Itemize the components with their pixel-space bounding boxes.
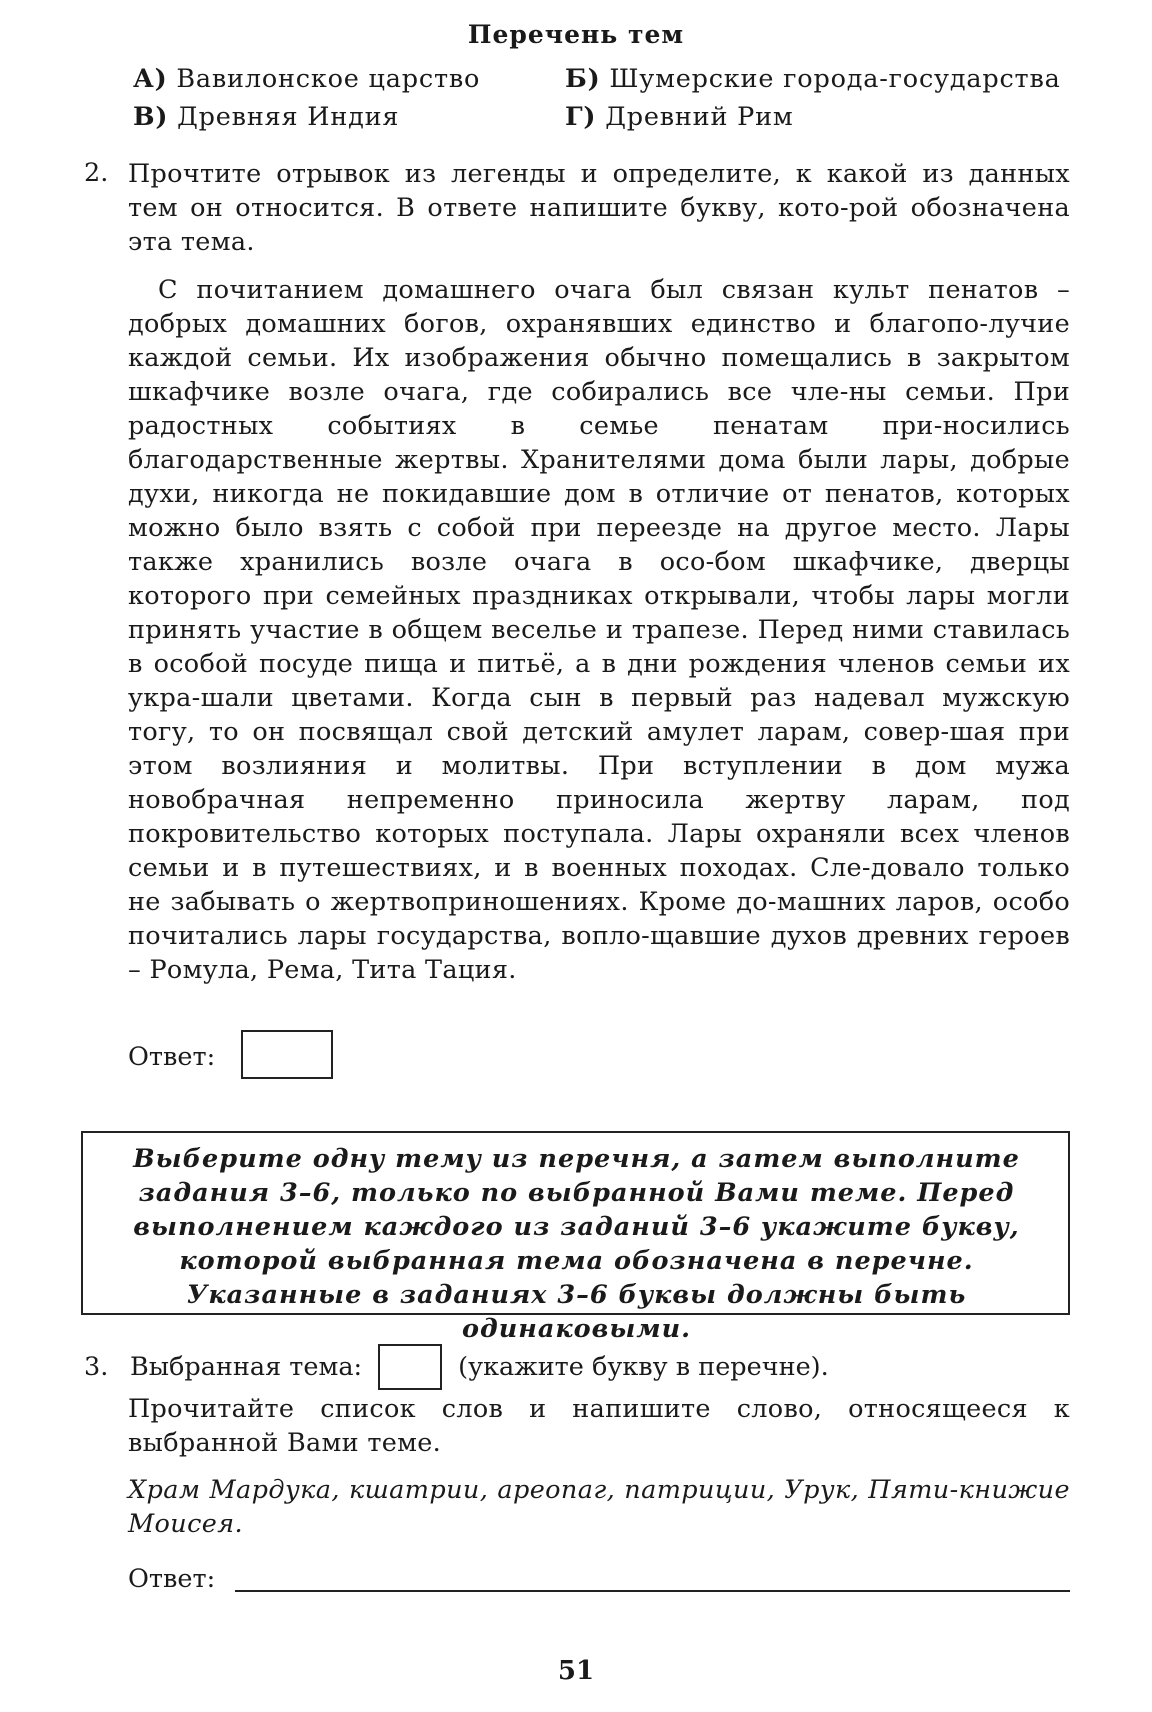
- page-number: 51: [557, 1656, 595, 1686]
- topic-name: Древняя Индия: [177, 102, 400, 132]
- task3-selected-line: [84, 1344, 829, 1390]
- task3-selected-label: Выбранная тема:: [130, 1352, 363, 1382]
- topic-item: [133, 102, 565, 132]
- topics-list: [133, 60, 1083, 136]
- topic-item: [133, 64, 565, 94]
- task3-prompt: Прочитайте список слов и напишите слово, относящееся к выбранной Вами теме.: [128, 1394, 1070, 1458]
- task2-number: 2.: [84, 158, 109, 188]
- topic-letter: А): [133, 64, 168, 94]
- topic-item: [565, 64, 1061, 94]
- task3-answer-label: Ответ:: [128, 1564, 216, 1594]
- topics-heading: Перечень тем: [467, 20, 685, 49]
- topic-name: Древний Рим: [605, 102, 794, 132]
- task2-answer-box[interactable]: [241, 1030, 333, 1079]
- topic-letter: Г): [565, 102, 597, 132]
- task3-selected-hint: (укажите букву в перечне).: [458, 1352, 829, 1382]
- instruction-text: Выберите одну тему из перечня, а затем выполните задания 3–6, только по выбранной Вами теме. Перед выполнением каждого из заданий 3–6 укажите букву, которой выбранная тема обозначена в перечне. Указанные в заданиях 3–6 буквы должны быть одинаковыми.: [133, 1144, 1020, 1344]
- task3-number: 3.: [84, 1352, 109, 1382]
- topic-name: Вавилонское царство: [176, 64, 481, 94]
- task3-word-list: Храм Мардука, кшатрии, ареопаг, патриции, Урук, Пяти-книжие Моисея.: [128, 1475, 1070, 1539]
- topic-letter: В): [133, 102, 169, 132]
- topic-item: [565, 102, 794, 132]
- topics-row: [133, 60, 1083, 98]
- task2-answer-label: Ответ:: [128, 1042, 216, 1072]
- task3-letter-box[interactable]: [378, 1344, 442, 1390]
- task2-prompt: Прочтите отрывок из легенды и определите, к какой из данных тем он относится. В ответе напишите букву, кото-рой обозначена эта тема.: [128, 159, 1070, 257]
- topic-name: Шумерские города-государства: [609, 64, 1061, 94]
- task3-answer-line[interactable]: [235, 1590, 1070, 1592]
- task2-passage: С почитанием домашнего очага был связан культ пенатов – добрых домашних богов, охранявших единство и благопо-лучие каждой семьи. Их изображения обычно помещались в закрытом шкафчике возле очага, где собирались все чле-ны семьи. При радостных событиях в семье пенатам при-носились благодарственные жертвы. Хранителями дома были лары, добрые духи, никогда не покидавшие дом в отличие от пенатов, которых можно было взять с собой при переезде на другое место. Лары также хранились возле очага в осо-бом шкафчике, дверцы которого при семейных праздниках открывали, чтобы лары могли принять участие в общем веселье и трапезе. Перед ними ставилась в особой посуде пища и питьё, а в дни рождения членов семьи их укра-шали цветами. Когда сын в первый раз надевал мужскую тогу, то он посвящал свой детский амулет ларам, совер-шая при этом возлияния и молитвы. При вступлении в дом мужа новобрачная непременно приносила жертву ларам, под покровительство которых поступала. Лары охраняли всех членов семьи и в путешествиях, и в военных походах. Сле-довало только не забывать о жертвоприношениях. Кроме до-машних ларов, особо почитались лары государства, вопло-щавшие духов древних героев – Ромула, Рема, Тита Тация.: [128, 275, 1070, 985]
- topics-row: [133, 98, 1083, 136]
- topic-letter: Б): [565, 64, 601, 94]
